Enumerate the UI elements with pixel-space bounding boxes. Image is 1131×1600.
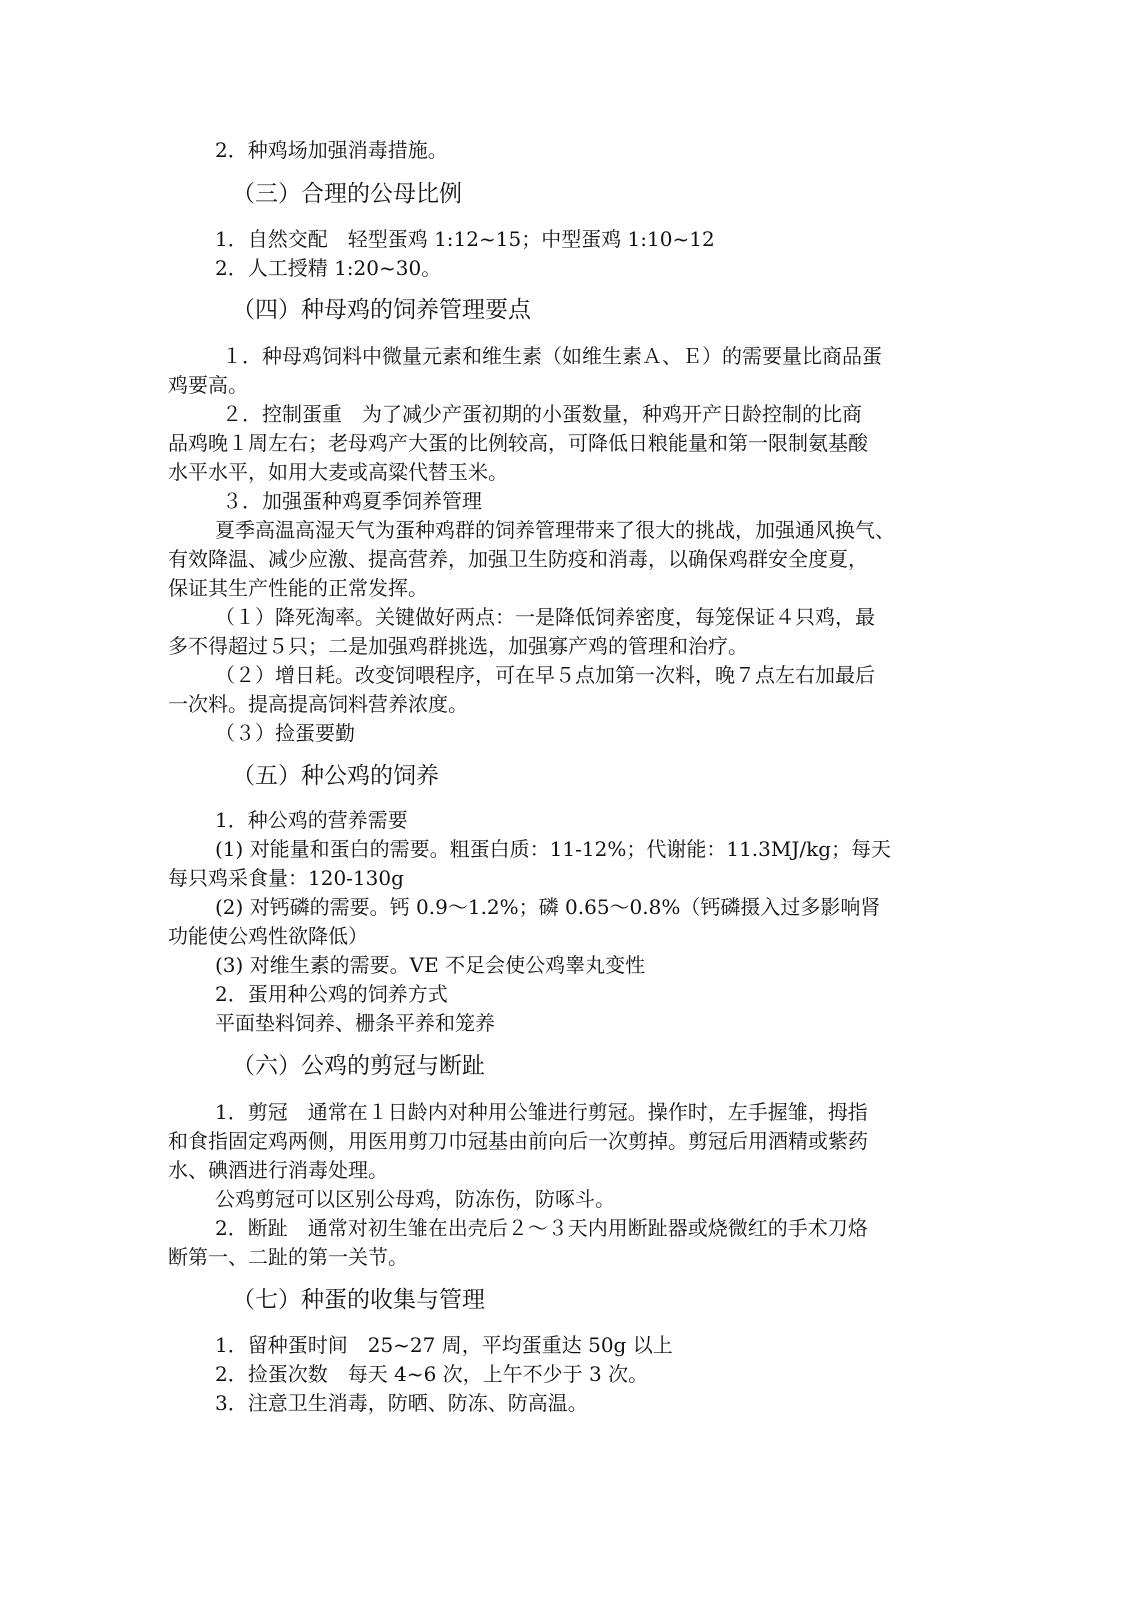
text-line: １．种母鸡饲料中微量元素和维生素（如维生素Ａ、Ｅ）的需要量比商品蛋 [222,344,882,368]
text-line: （３）捡蛋要勤 [215,721,355,745]
text-line: 多不得超过５只；二是加强鸡群挑选，加强寡产鸡的管理和治疗。 [168,634,748,658]
text-line: 一次料。提高提高饲料营养浓度。 [168,692,468,716]
text-line: (1) 对能量和蛋白的需要。粗蛋白质：11-12%；代谢能：11.3MJ/kg；每天 [215,837,892,861]
text-line: 保证其生产性能的正常发挥。 [168,576,428,600]
text-line: （２）增日耗。改变饲喂程序，可在早５点加第一次料，晚７点左右加最后 [215,663,875,687]
text-line: 夏季高温高湿天气为蛋种鸡群的饲养管理带来了很大的挑战，加强通风换气、 [215,518,895,542]
text-line: 1．留种蛋时间 25~27 周，平均蛋重达 50g 以上 [215,1333,673,1357]
text-line: 2．捡蛋次数 每天 4~6 次，上午不少于 3 次。 [215,1362,649,1386]
text-line: 2．种鸡场加强消毒措施。 [215,138,448,162]
text-line: （１）降死淘率。关键做好两点：一是降低饲养密度，每笼保证４只鸡，最 [215,605,875,629]
section-heading: （三）合理的公母比例 [232,181,462,207]
text-line: (3) 对维生素的需要。VE 不足会使公鸡睾丸变性 [215,953,646,977]
text-line: 1．剪冠 通常在１日龄内对种用公雏进行剪冠。操作时，左手握雏，拇指 [215,1100,868,1124]
text-line: ２．控制蛋重 为了减少产蛋初期的小蛋数量，种鸡开产日龄控制的比商 [222,402,862,426]
text-line: 功能使公鸡性欲降低） [168,924,368,948]
text-line: 水、碘酒进行消毒处理。 [168,1158,388,1182]
section-heading: （四）种母鸡的饲养管理要点 [232,297,531,323]
text-line: 断第一、二趾的第一关节。 [168,1245,408,1269]
text-line: 2．断趾 通常对初生雏在出壳后２～３天内用断趾器或烧微红的手术刀烙 [215,1216,868,1240]
text-line: 水平水平，如用大麦或高粱代替玉米。 [168,460,508,484]
text-line: 有效降温、减少应激、提高营养，加强卫生防疫和消毒，以确保鸡群安全度夏， [168,547,868,571]
text-line: 公鸡剪冠可以区别公母鸡，防冻伤，防啄斗。 [215,1187,615,1211]
section-heading: （五）种公鸡的饲养 [232,763,439,789]
text-line: 2．人工授精 1:20~30。 [215,256,442,280]
text-line: 1．自然交配 轻型蛋鸡 1:12~15；中型蛋鸡 1:10~12 [215,227,715,251]
text-line: 每只鸡采食量：120-130g [168,866,404,890]
text-line: 2．蛋用种公鸡的饲养方式 [215,982,448,1006]
text-line: 品鸡晚１周左右；老母鸡产大蛋的比例较高，可降低日粮能量和第一限制氨基酸 [168,431,868,455]
text-line: 和食指固定鸡两侧，用医用剪刀巾冠基由前向后一次剪掉。剪冠后用酒精或紫药 [168,1129,868,1153]
text-line: 平面垫料饲养、栅条平养和笼养 [215,1011,495,1035]
text-line: 3．注意卫生消毒，防晒、防冻、防高温。 [215,1391,588,1415]
section-heading: （七）种蛋的收集与管理 [232,1287,485,1313]
text-line: ３．加强蛋种鸡夏季饲养管理 [222,489,482,513]
text-line: 1．种公鸡的营养需要 [215,808,408,832]
section-heading: （六）公鸡的剪冠与断趾 [232,1053,485,1079]
text-line: 鸡要高。 [168,373,248,397]
text-line: (2) 对钙磷的需要。钙 0.9～1.2%；磷 0.65～0.8%（钙磷摄入过多影响肾 [215,895,881,919]
